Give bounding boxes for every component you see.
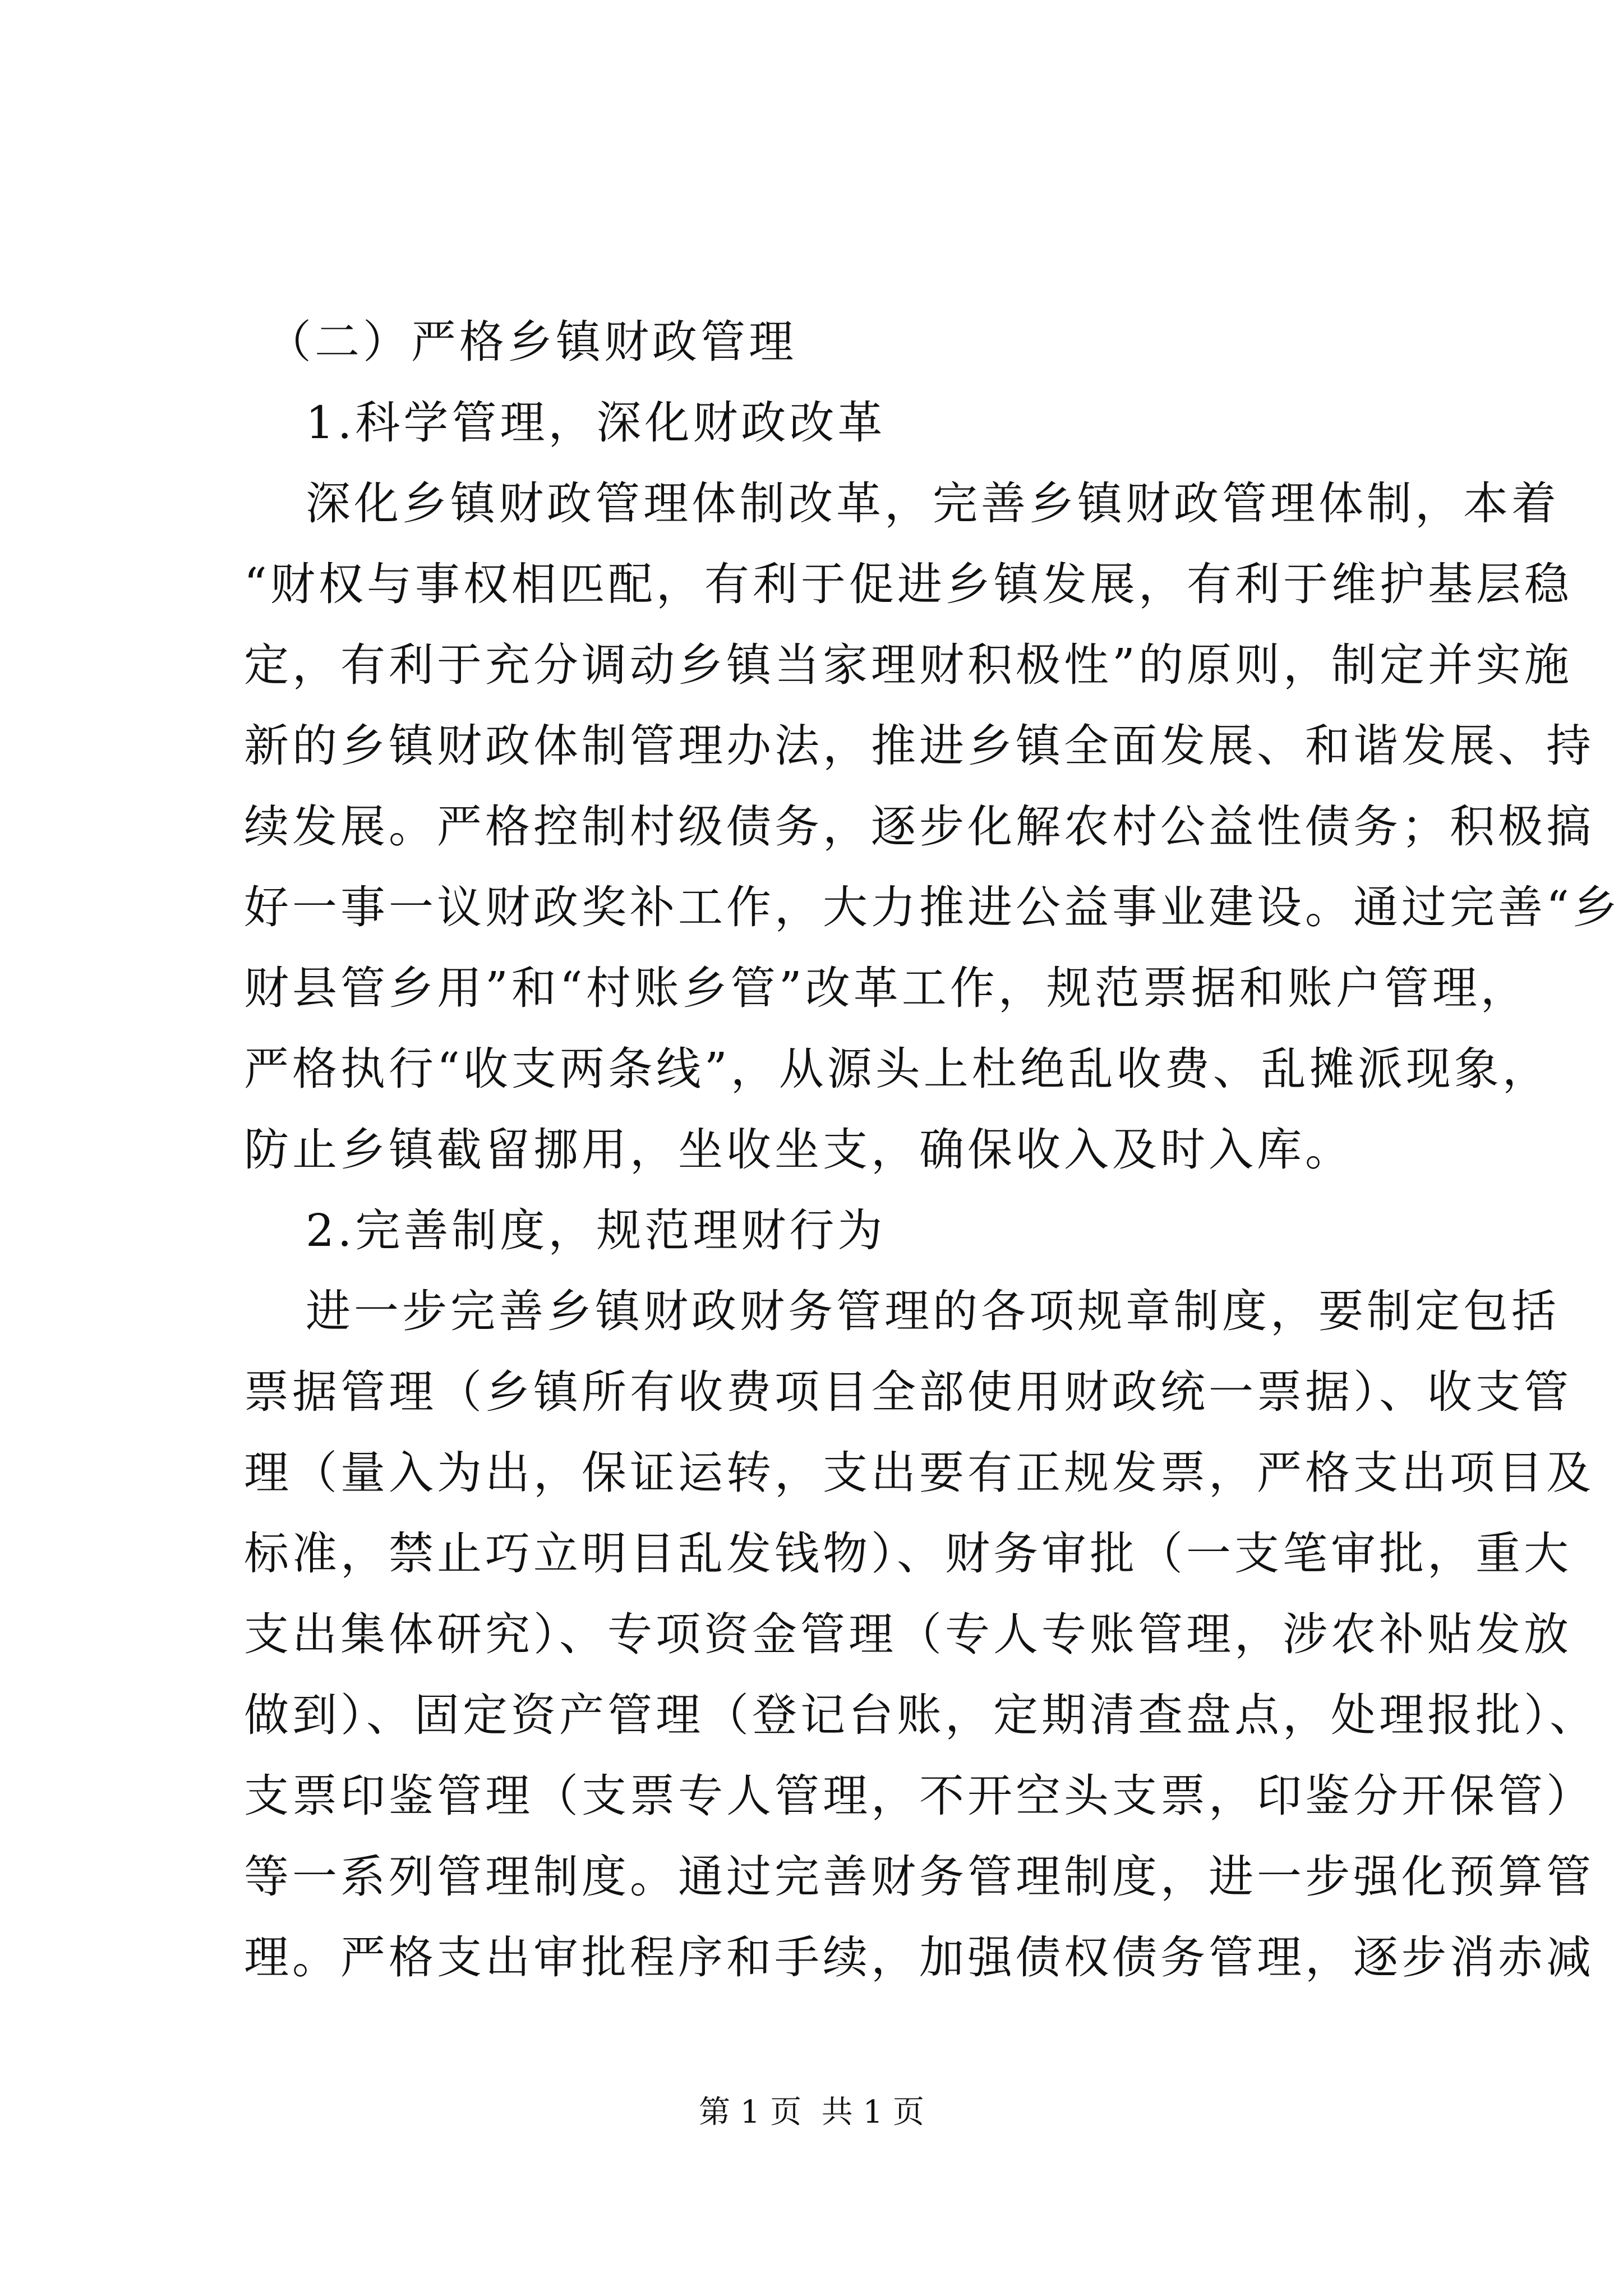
paragraph-line: 续发展。严格控制村级债务，逐步化解农村公益性债务；积极搞: [244, 800, 1594, 853]
paragraph-line: 做到）、固定资产管理（登记台账，定期清查盘点，处理报批）、: [244, 1689, 1598, 1741]
section-heading: （二）严格乡镇财政管理: [266, 316, 797, 368]
paragraph-line: 等一系列管理制度。通过完善财务管理制度，进一步强化预算管: [244, 1851, 1594, 1903]
paragraph-line: 支出集体研究）、专项资金管理（专人专账管理，涉农补贴发放: [244, 1608, 1572, 1660]
paragraph-line: “财权与事权相匹配，有利于促进乡镇发展，有利于维护基层稳: [244, 558, 1573, 610]
paragraph-line: 进一步完善乡镇财政财务管理的各项规章制度，要制定包括: [306, 1285, 1560, 1337]
subsection-heading: 1.科学管理，深化财政改革: [306, 397, 886, 449]
page-footer: 第 1 页 共 1 页: [698, 2094, 925, 2131]
paragraph-line: 深化乡镇财政管理体制改革，完善乡镇财政管理体制，本着: [306, 477, 1560, 530]
paragraph-line: 理（量入为出，保证运转，支出要有正规发票，严格支出项目及: [244, 1447, 1594, 1499]
paragraph-line: 标准，禁止巧立明目乱发钱物）、财务审批（一支笔审批，重大: [244, 1527, 1572, 1580]
paragraph-line: 定，有利于充分调动乡镇当家理财积极性”的原则，制定并实施: [244, 639, 1573, 691]
subsection-heading: 2.完善制度，规范理财行为: [306, 1204, 886, 1257]
paragraph-line: 防止乡镇截留挪用，坐收坐支，确保收入及时入库。: [244, 1124, 1353, 1176]
paragraph-line: 好一事一议财政奖补工作，大力推进公益事业建设。通过完善“乡: [244, 881, 1621, 933]
paragraph-line: 支票印鉴管理（支票专人管理，不开空头支票，印鉴分开保管）: [244, 1770, 1594, 1822]
paragraph-line: 财县管乡用”和“村账乡管”改革工作，规范票据和账户管理，: [244, 962, 1529, 1014]
paragraph-line: 理。严格支出审批程序和手续，加强债权债务管理，逐步消赤减: [244, 1931, 1594, 1984]
paragraph-line: 严格执行“收支两条线”，从源头上杜绝乱收费、乱摊派现象，: [244, 1043, 1551, 1095]
paragraph-line: 票据管理（乡镇所有收费项目全部使用财政统一票据）、收支管: [244, 1366, 1572, 1418]
paragraph-line: 新的乡镇财政体制管理办法，推进乡镇全面发展、和谐发展、持: [244, 720, 1594, 772]
